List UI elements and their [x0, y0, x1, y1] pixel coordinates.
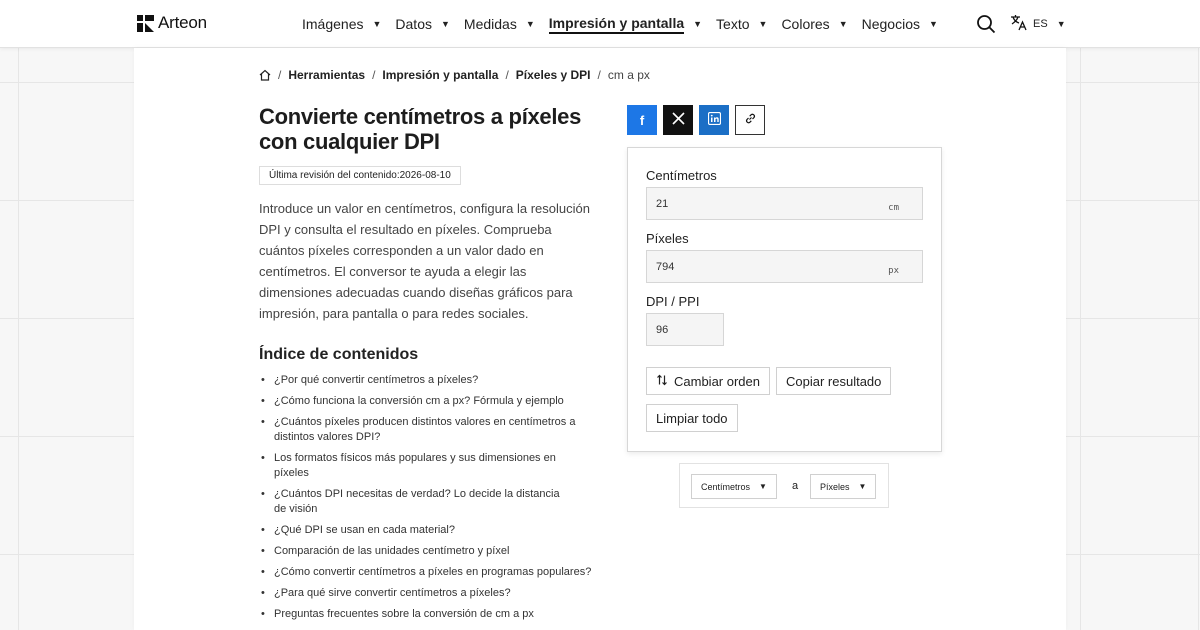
toc-item [259, 607, 604, 622]
toc-item [259, 487, 564, 517]
from-unit-select[interactable] [691, 474, 777, 499]
to-unit-select[interactable] [810, 474, 876, 499]
copy-result-label: Copiar resultado [786, 373, 882, 389]
facebook-icon: f [639, 112, 645, 128]
toc-link[interactable]: Preguntas frecuentes sobre la conversión de cm a px [274, 608, 534, 620]
toc-link[interactable]: Los formatos físicos más populares y sus dimensiones en píxeles [274, 452, 556, 479]
cm-input-value: 21 [656, 198, 669, 210]
intro-paragraph: Introduce un valor en centímetros, configura la resolución DPI y consulta el resultado en píxeles. Comprueba cuántos píxeles corresponden a un valor dado en centímetros. El conversor te ayuda a elegir las dimensiones adecuadas cuando diseñas gráficos para impresión, para pantalla o para redes sociales. [259, 201, 590, 321]
toc-item [259, 394, 604, 409]
breadcrumb-separator: / [505, 68, 509, 82]
brand-name: Arteon [158, 13, 207, 32]
swap-arrows-icon [656, 374, 668, 389]
dpi-input-value: 96 [656, 324, 669, 336]
px-input[interactable] [646, 250, 923, 283]
link-icon [744, 112, 757, 128]
toc-title: Índice de contenidos [259, 346, 419, 363]
search-icon[interactable] [976, 14, 996, 34]
x-icon [672, 112, 685, 128]
caret-down-icon: ▼ [759, 482, 767, 491]
revision-label: Última revisión del contenido: [269, 170, 400, 181]
breadcrumb-current: cm a px [607, 68, 650, 82]
copy-result-button[interactable] [776, 367, 891, 395]
nav-item-label: Datos [395, 16, 432, 32]
brand-logo[interactable] [137, 13, 207, 33]
breadcrumb-item[interactable]: Impresión y pantalla [382, 68, 499, 82]
nav-item-datos[interactable] [395, 0, 450, 48]
toc-item [259, 373, 604, 388]
toc-link[interactable]: ¿Para qué sirve convertir centímetros a píxeles? [274, 587, 511, 599]
language-code: ES [1033, 18, 1048, 30]
language-selector[interactable] [1010, 14, 1066, 34]
revision-badge [259, 166, 461, 185]
top-navigation-bar [0, 0, 1200, 48]
share-linkedin-button[interactable] [699, 105, 729, 135]
page-title: Convierte centímetros a píxeles con cualquier DPI [259, 104, 582, 154]
breadcrumb-item[interactable]: Píxeles y DPI [515, 68, 591, 82]
swap-order-button[interactable] [646, 367, 770, 395]
from-unit-value: Centímetros [701, 481, 751, 492]
copy-link-button[interactable] [735, 105, 765, 135]
cm-field-label: Centímetros [646, 168, 717, 183]
caret-down-icon: ▼ [1056, 19, 1066, 29]
nav-item-imagenes[interactable] [302, 0, 381, 48]
caret-down-icon: ▼ [693, 19, 703, 29]
nav-item-texto[interactable] [716, 0, 767, 48]
translate-icon [1010, 14, 1028, 34]
clear-all-label: Limpiar todo [656, 410, 728, 426]
revision-date: 2026-08-10 [399, 170, 451, 181]
home-icon[interactable] [259, 69, 271, 81]
main-nav [302, 0, 952, 48]
nav-item-medidas[interactable] [464, 0, 535, 48]
px-field-label: Píxeles [646, 231, 689, 246]
cm-unit-suffix: cm [888, 203, 899, 213]
nav-item-label: Colores [781, 16, 830, 32]
toc-link[interactable]: ¿Qué DPI se usan en cada material? [274, 524, 455, 536]
nav-item-impresion-y-pantalla[interactable] [549, 0, 702, 48]
share-buttons [627, 105, 765, 135]
toc-item [259, 451, 559, 481]
breadcrumb [259, 68, 650, 82]
caret-down-icon: ▼ [372, 19, 382, 29]
toc-link[interactable]: ¿Cuántos píxeles producen distintos valores en centímetros a distintos valores DPI? [274, 416, 576, 443]
caret-down-icon: ▼ [838, 19, 848, 29]
brand-logo-mark [137, 15, 154, 32]
px-input-value: 794 [656, 261, 675, 273]
clear-all-button[interactable] [646, 404, 738, 432]
nav-item-label: Texto [716, 16, 750, 32]
caret-down-icon: ▼ [440, 19, 450, 29]
toc-item [259, 565, 604, 580]
toc-item [259, 586, 604, 601]
toc-item [259, 544, 604, 559]
table-of-contents [259, 373, 604, 628]
toc-link[interactable]: ¿Cómo funciona la conversión cm a px? Fórmula y ejemplo [274, 395, 564, 407]
toc-item [259, 523, 604, 538]
caret-down-icon: ▼ [525, 19, 535, 29]
to-unit-value: Píxeles [820, 481, 850, 492]
nav-item-colores[interactable] [781, 0, 847, 48]
toc-item [259, 415, 589, 445]
nav-item-label: Negocios [861, 16, 920, 32]
caret-down-icon: ▼ [858, 482, 867, 491]
breadcrumb-separator: / [372, 68, 376, 82]
dpi-input[interactable] [646, 313, 724, 346]
px-unit-suffix: px [888, 266, 899, 276]
nav-item-negocios[interactable] [862, 0, 938, 48]
nav-item-label: Impresión y pantalla [549, 15, 684, 34]
cm-input[interactable] [646, 187, 923, 220]
dpi-field-label: DPI / PPI [646, 294, 700, 309]
caret-down-icon: ▼ [928, 19, 938, 29]
caret-down-icon: ▼ [758, 19, 768, 29]
toc-link[interactable]: Comparación de las unidades centímetro y píxel [274, 545, 510, 557]
converter-card [627, 147, 942, 452]
toc-link[interactable]: ¿Por qué convertir centímetros a píxeles? [274, 374, 479, 386]
linkedin-icon [708, 112, 721, 128]
breadcrumb-item[interactable]: Herramientas [288, 68, 366, 82]
nav-item-label: Medidas [463, 16, 517, 32]
nav-item-label: Imágenes [302, 16, 364, 32]
breadcrumb-separator: / [278, 68, 282, 82]
breadcrumb-separator: / [597, 68, 601, 82]
toc-link[interactable]: ¿Cuántos DPI necesitas de verdad? Lo decide la distancia de visión [274, 488, 560, 515]
swap-order-label: Cambiar orden [674, 373, 760, 389]
unit-selector [679, 463, 889, 508]
share-facebook-button[interactable] [627, 105, 657, 135]
share-x-button[interactable] [663, 105, 693, 135]
unit-connector: a [792, 480, 799, 492]
toc-link[interactable]: ¿Cómo convertir centímetros a píxeles en programas populares? [274, 566, 592, 578]
